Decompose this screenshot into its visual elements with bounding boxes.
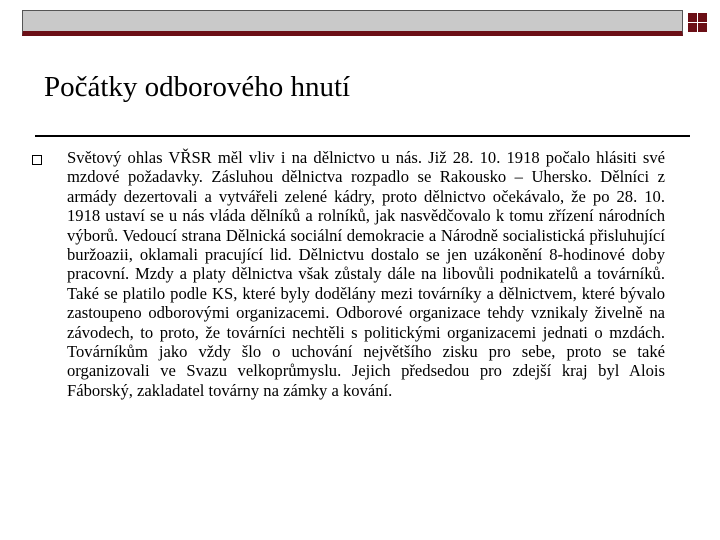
corner-square <box>688 23 697 32</box>
corner-square <box>698 23 707 32</box>
corner-squares-decoration <box>686 10 708 36</box>
corner-square <box>688 13 697 22</box>
slide-title: Počátky odborového hnutí <box>44 71 351 103</box>
square-bullet-icon <box>32 155 42 165</box>
corner-square <box>698 13 707 22</box>
decorative-top-bar <box>22 10 683 36</box>
slide-body-text: Světový ohlas VŘSR měl vliv i na dělnictvo u nás. Již 28. 10. 1918 počalo hlásiti své mzdové požadavky. Zásluhou dělnictva rozpadlo se Rakousko – Uhersko. Dělníci z armády dezertovali a vytvářeli zelené kádry, proto dělnictvo očekávalo, že po 28. 10. 1918 ustaví se u nás vláda dělníků a rolníků, jak nasvědčovalo k tomu zřízení národních výborů. Vedoucí strana Dělnická sociální demokracie a Národně socialistická přisluhující buržoazii, oklamali pracující lid. Dělnictvu dostalo se jen uzákonění 8-hodinové doby pracovní. Mzdy a platy dělnictva však zůstaly dále na libovůli podnikatelů a továrníků. Také se platilo podle KS, které byly dodělány mezi továrníky a dělnictvem, které bývalo zastoupeno odborovými organizacemi. Odborové organizace tehdy vznikaly živelně na závodech, to proto, že továrníci nechtěli s politickými organizacemi jednati o mzdách. Továrníkům jako vždy šlo o uchování největšího zisku pro sebe, proto se také organizovali ve Svazu velkoprůmyslu. Jejich předsedou pro zdejší kraj byl Alois Fáborský, zakladatel továrny na zámky a kování. <box>67 148 665 400</box>
title-divider <box>35 135 690 137</box>
